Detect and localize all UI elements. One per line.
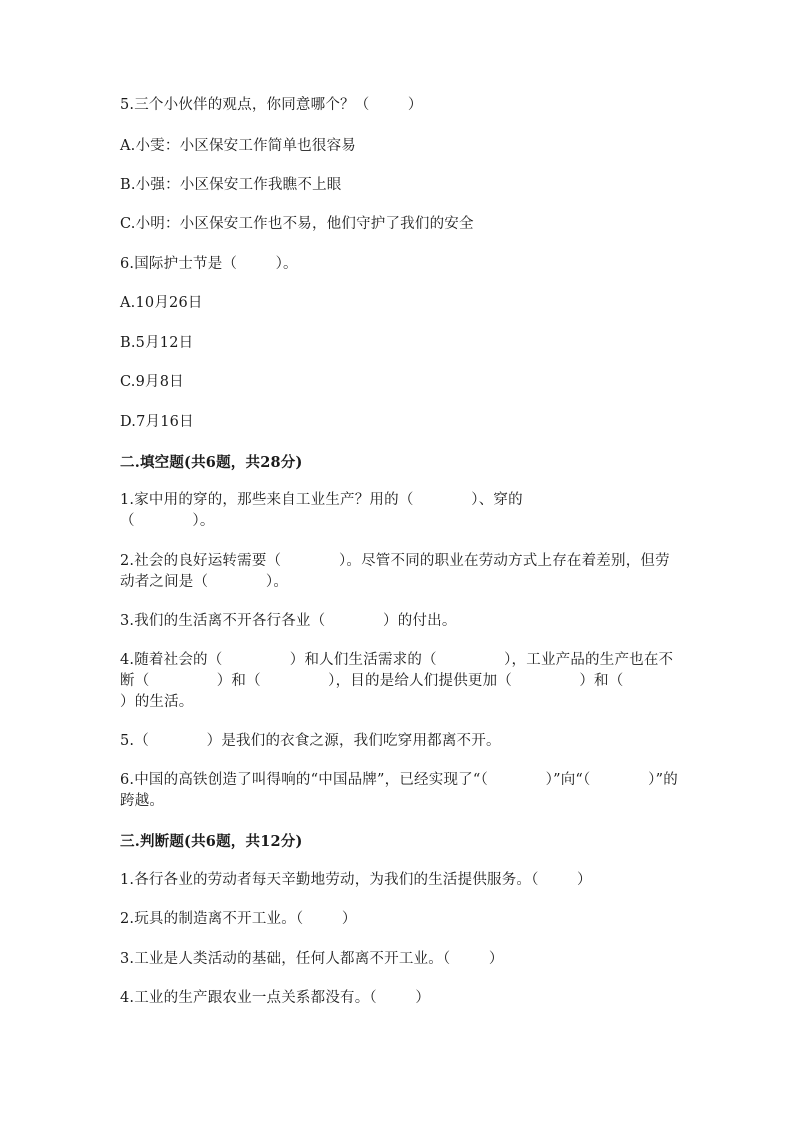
question-6-option-c: C.9月8日	[120, 374, 184, 390]
judge-question-1: 1.各行各业的劳动者每天辛勤地劳动，为我们的生活提供服务。（ ）	[120, 872, 592, 888]
question-5-stem: 5.三个小伙伴的观点，你同意哪个？（ ）	[120, 97, 423, 113]
question-6-stem: 6.国际护士节是（ ）。	[120, 256, 298, 272]
question-6-option-d: D.7月16日	[120, 414, 194, 430]
fill-question-6: 6.中国的高铁创造了叫得响的“中国品牌”，已经实现了“（ ）”向“（ ）”的跨越。	[120, 772, 678, 809]
fill-question-1: 1.家中用的穿的，那些来自工业生产？用的（ ）、穿的 （ ）。	[120, 492, 523, 529]
fill-section-heading: 二.填空题(共6题，共28分)	[120, 454, 303, 471]
question-6-option-b: B.5月12日	[120, 335, 194, 351]
question-5-option-a: A.小雯：小区保安工作简单也很容易	[120, 138, 356, 154]
question-5-option-c: C.小明：小区保安工作也不易，他们守护了我们的安全	[120, 216, 474, 232]
judge-question-3: 3.工业是人类活动的基础，任何人都离不开工业。（ ）	[120, 951, 504, 967]
judge-section-heading: 三.判断题(共6题，共12分)	[120, 833, 303, 850]
question-5-option-b: B.小强：小区保安工作我瞧不上眼	[120, 177, 342, 193]
question-6-option-a: A.10月26日	[120, 295, 203, 311]
fill-question-4: 4.随着社会的（ ）和人们生活需求的（ ），工业产品的生产也在不断（ ）和（ ），目的是给人们提供更加（ ）和（ ）的生活。	[120, 652, 691, 710]
fill-question-3: 3.我们的生活离不开各行各业（ ）的付出。	[120, 613, 457, 629]
judge-question-2: 2.玩具的制造离不开工业。（ ）	[120, 911, 357, 927]
fill-question-5: 5.（ ）是我们的衣食之源，我们吃穿用都离不开。	[120, 733, 501, 749]
judge-question-4: 4.工业的生产跟农业一点关系都没有。（ ）	[120, 990, 431, 1006]
fill-question-2: 2.社会的良好运转需要（ ）。尽管不同的职业在劳动方式上存在着差别，但劳动者之间是（ ）。	[120, 553, 670, 590]
